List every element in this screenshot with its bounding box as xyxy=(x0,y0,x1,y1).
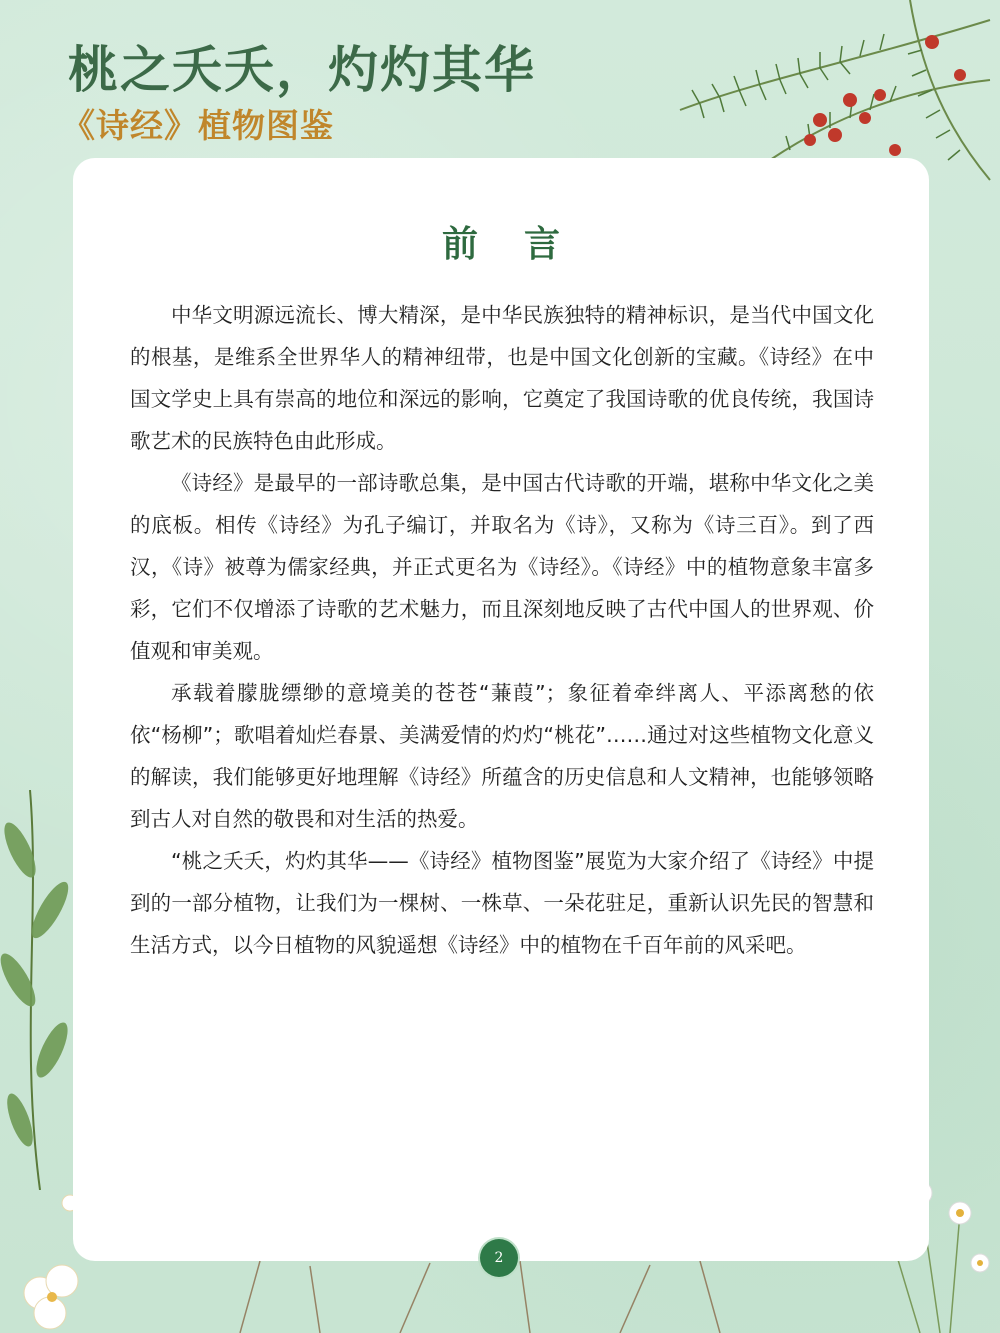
page-subtitle: 《诗经》植物图鉴 xyxy=(62,106,334,145)
paragraph: “桃之夭夭，灼灼其华——《诗经》植物图鉴”展览为大家介绍了《诗经》中提到的一部分植物，让我们为一棵树、一株草、一朵花驻足，重新认识先民的智慧和生活方式，以今日植物的风貌遥想《诗经》中的植物在千百年前的风采吧。 xyxy=(130,849,874,957)
section-heading: 前言 xyxy=(441,223,606,265)
page-title: 桃之夭夭，灼灼其华 xyxy=(68,40,536,99)
paragraph: 《诗经》是最早的一部诗歌总集，是中国古代诗歌的开端，堪称中华文化之美的底板。相传《诗经》为孔子编订，并取名为《诗》，又称为《诗三百》。到了西汉，《诗》被尊为儒家经典，并正式更名为《诗经》。《诗经》中的植物意象丰富多彩，它们不仅增添了诗歌的艺术魅力，而且深刻地反映了古代中国人的世界观、价值观和审美观。 xyxy=(130,471,874,663)
paragraph: 中华文明源远流长、博大精深，是中华民族独特的精神标识，是当代中国文化的根基，是维系全世界华人的精神纽带，也是中国文化创新的宝藏。《诗经》在中国文学史上具有崇高的地位和深远的影响，它奠定了我国诗歌的优良传统，我国诗歌艺术的民族特色由此形成。 xyxy=(130,303,874,453)
page-number-badge: 2 xyxy=(480,1239,518,1277)
article-body xyxy=(130,294,874,966)
paragraph: 承载着朦胧缥缈的意境美的苍苍“蒹葭”；象征着牵绊离人、平添离愁的依依“杨柳”；歌唱着灿烂春景、美满爱情的灼灼“桃花”……通过对这些植物文化意义的解读，我们能够更好地理解《诗经》所蕴含的历史信息和人文精神，也能够领略到古人对自然的敬畏和对生活的热爱。 xyxy=(130,681,874,831)
green-leaves-icon xyxy=(0,790,80,1190)
content-card xyxy=(73,158,929,1261)
